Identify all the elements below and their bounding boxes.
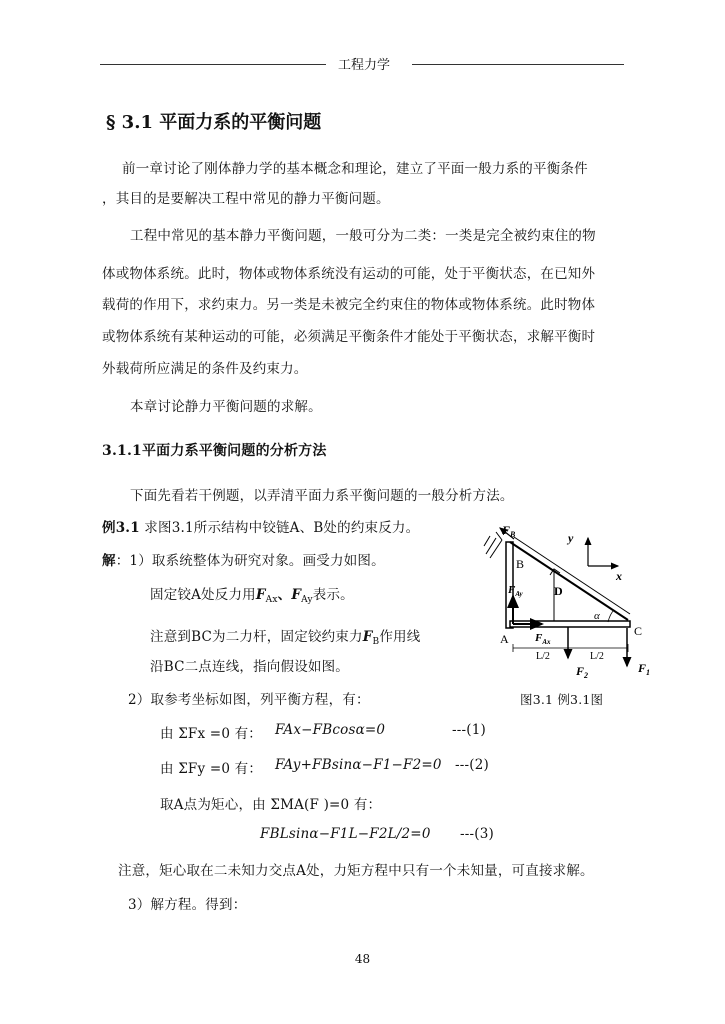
text-segment: 注意到BC为二力杆，固定铰约束力	[150, 629, 363, 645]
note-line: 注意，矩心取在二未知力交点A处，力矩方程中只有一个未知量，可直接求解。	[118, 863, 594, 879]
header-title: 工程力学	[338, 58, 391, 73]
force-symbol: F	[255, 587, 266, 603]
example-line	[102, 516, 419, 536]
label-fb: $F_B$	[502, 523, 516, 539]
figure-caption: 图3.1 例3.1图	[520, 692, 604, 707]
intro-line: 下面先看若干例题，以弄清平面力系平衡问题的一般分析方法。	[130, 488, 514, 504]
member-bc	[510, 542, 628, 620]
figure-3-1	[480, 518, 655, 688]
equation-3-number: ---(3)	[460, 826, 495, 842]
paragraph-line: ，其目的是要解决工程中常见的静力平衡问题。	[102, 191, 390, 207]
label-half-2: L/2	[590, 651, 604, 662]
label-b: B	[516, 557, 525, 571]
paragraph-line: 或物体系统有某种运动的可能，必须满足平衡条件才能处于平衡状态，求解平衡时	[102, 329, 596, 345]
label-half-1: L/2	[536, 651, 550, 662]
label-x: x	[616, 569, 622, 583]
paragraph-line: 载荷的作用下，求约束力。另一类是未被完全约束住的物体或物体系统。此时物体	[102, 297, 596, 313]
example-label: 例3.1	[102, 520, 140, 536]
label-c: C	[634, 624, 643, 638]
text-segment: 固定铰A处反力用	[150, 587, 256, 603]
header-rule-left	[100, 64, 326, 65]
paragraph-line: 体或物体系统。此时，物体或物体系统没有运动的可能，处于平衡状态，在已知外	[102, 266, 596, 282]
subsection-title: 3.1.1平面力系平衡问题的分析方法	[102, 443, 327, 459]
solution-line4: 沿BC二点连线，指向假设如图。	[150, 659, 350, 675]
equation-2: FAy+FBsinα−F1−F2=0	[275, 757, 442, 773]
paragraph-line: 前一章讨论了刚体静力学的基本概念和理论，建立了平面一般力系的平衡条件	[122, 161, 588, 177]
equation-2-number: ---(2)	[455, 757, 490, 773]
label-fax: $F_{Ax}$	[535, 632, 551, 646]
force-symbol: F	[362, 629, 373, 645]
label-f1: $F_1$	[638, 661, 651, 677]
paragraph-line: 外载荷所应满足的条件及约束力。	[102, 361, 308, 377]
wall-hatch	[484, 532, 502, 558]
equation-3-condition: 取A点为矩心，由 ΣMA(F )=0 有：	[160, 797, 382, 813]
equation-3: FBLsinα−F1L−F2L/2=0	[260, 826, 431, 842]
solution-step1	[102, 549, 385, 569]
label-f2: $F_2$	[576, 664, 589, 680]
label-a: A	[500, 632, 509, 646]
header-rule-right	[412, 64, 624, 65]
label-fay: $F_{Ay}$	[508, 584, 523, 598]
label-y: y	[568, 531, 574, 545]
solution-step3: 3）解方程。得到：	[128, 897, 247, 913]
text-segment: 表示。	[312, 587, 354, 603]
label-alpha: α	[594, 610, 600, 622]
solution-line3	[150, 625, 420, 647]
paragraph-line: 工程中常见的基本静力平衡问题，一般可分为二类：一类是完全被约束住的物	[130, 228, 596, 244]
equation-1-number: ---(1)	[452, 722, 487, 738]
text-segment: 作用线	[379, 629, 421, 645]
equation-1-condition: 由 ΣFx =0 有：	[160, 726, 262, 742]
paragraph-line: 本章讨论静力平衡问题的求解。	[130, 399, 322, 415]
text-segment: 、	[277, 587, 292, 603]
solution-step2: 2）取参考坐标如图，列平衡方程，有：	[128, 692, 370, 708]
solution-step1-text: ：1）取系统整体为研究对象。画受力如图。	[115, 553, 385, 569]
force-subscript: Ax	[265, 595, 278, 605]
force-subscript: Ay	[301, 595, 313, 605]
label-d: D	[554, 584, 563, 598]
solution-label: 解	[102, 553, 116, 569]
force-subscript: B	[372, 637, 380, 647]
equation-2-condition: 由 ΣFy =0 有：	[160, 761, 263, 777]
equation-1: FAx−FBcosα=0	[275, 722, 386, 738]
force-symbol: F	[291, 587, 302, 603]
solution-line2	[150, 583, 354, 605]
example-text: 求图3.1所示结构中铰链A、B处的约束反力。	[144, 520, 420, 536]
page-number: 48	[354, 952, 371, 966]
section-title: § 3.1 平面力系的平衡问题	[106, 112, 322, 133]
